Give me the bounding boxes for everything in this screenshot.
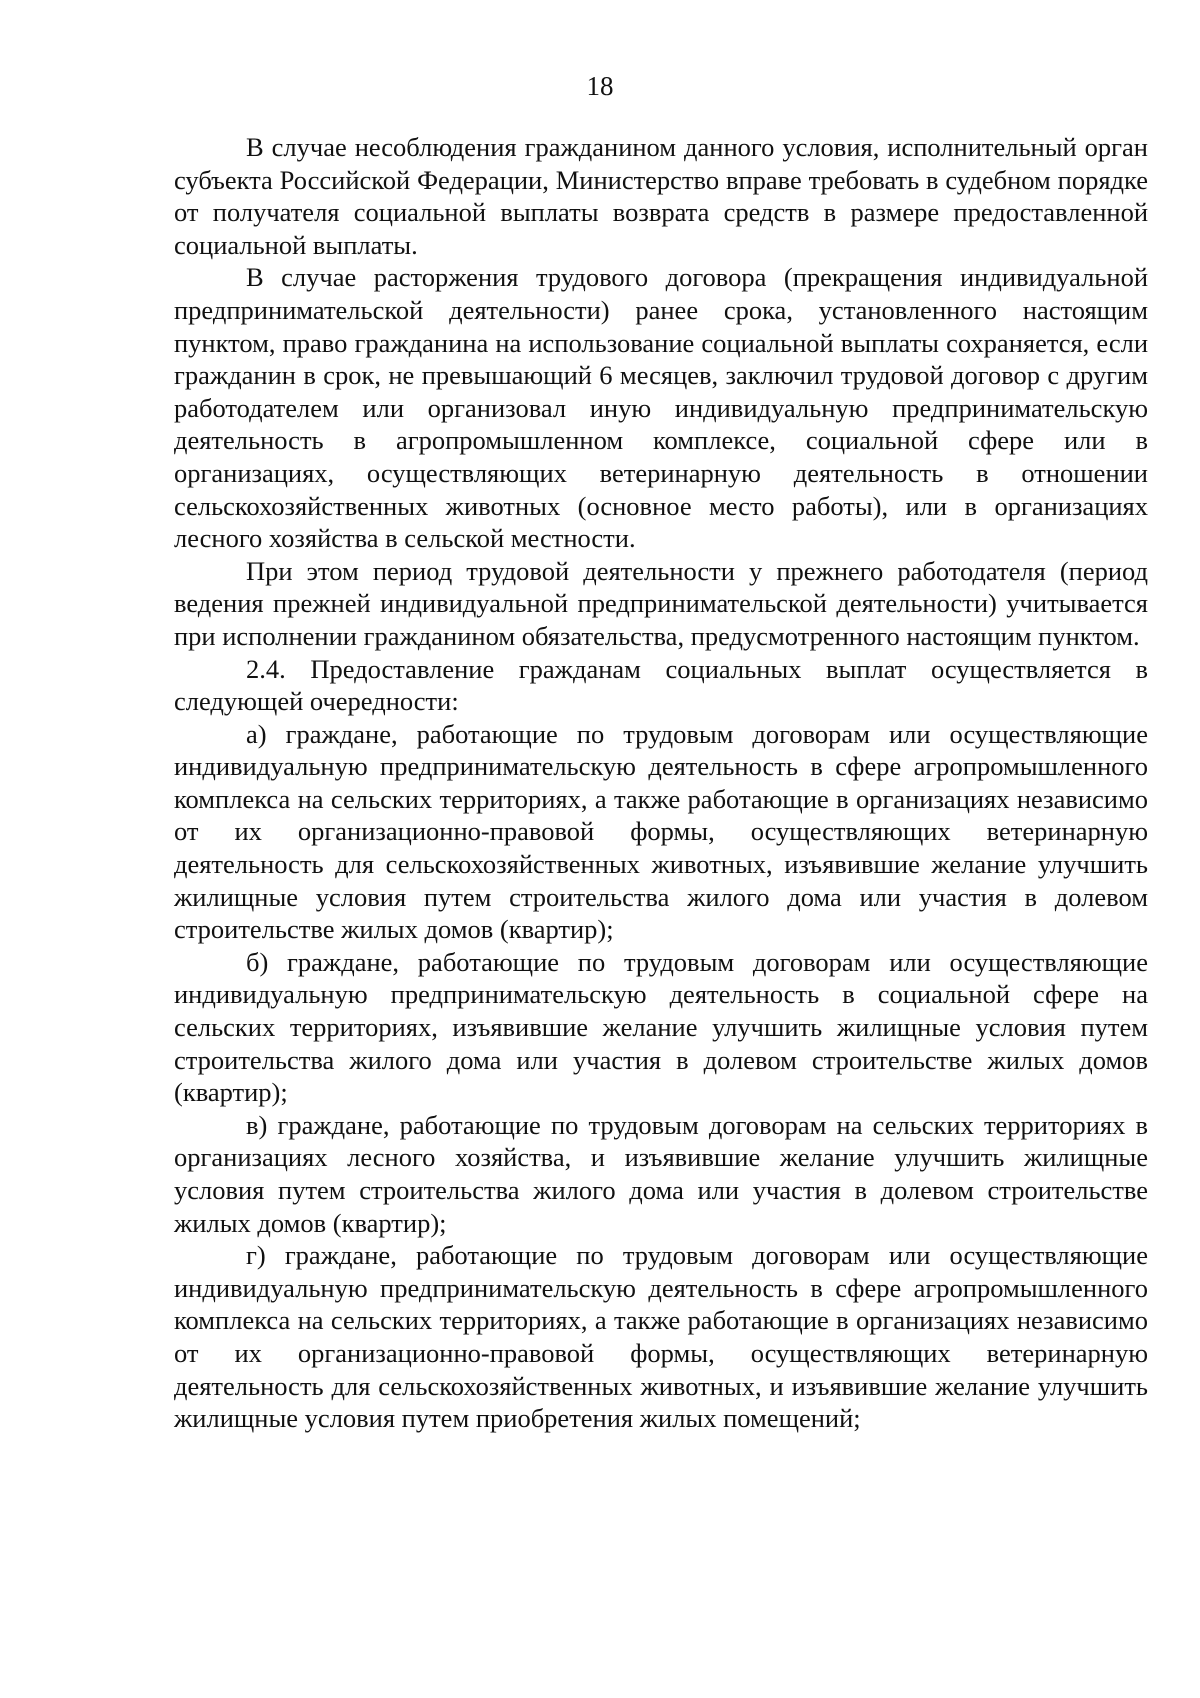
list-item-g: г) граждане, работающие по трудовым договорам или осуществляющие индивидуальную предпринимательскую деятельность в сфере агропромышленного комплекса на сельских территориях, а также работающие в организациях независимо от их организационно-правовой формы, осуществляющих ветеринарную деятельность для сельскохозяйственных животных, и изъявившие желание улучшить жилищные условия путем приобретения жилых помещений; [174,1240,1148,1434]
list-item-a: а) граждане, работающие по трудовым договорам или осуществляющие индивидуальную предпринимательскую деятельность в сфере агропромышленного комплекса на сельских территориях, а также работающие в организациях независимо от их организационно-правовой формы, осуществляющих ветеринарную деятельность для сельскохозяйственных животных, изъявившие желание улучшить жилищные условия путем строительства жилого дома или участия в долевом строительстве жилых домов (квартир); [174,718,1148,945]
list-item-b: б) граждане, работающие по трудовым договорам или осуществляющие индивидуальную предпринимательскую деятельность в социальной сфере на сельских территориях, изъявившие желание улучшить жилищные условия путем строительства жилого дома или участия в долевом строительстве жилых домов (квартир); [174,946,1148,1108]
page-number: 18 [586,71,614,101]
document-body [174,131,1148,1435]
paragraph-section-2-4: 2.4. Предоставление гражданам социальных выплат осуществляется в следующей очередности: [174,653,1148,717]
paragraph-contract-termination: В случае расторжения трудового договора (прекращения индивидуальной предпринимательской деятельности) ранее срока, установленного настоящим пунктом, право гражданина на использование социальной выплаты сохраняется, если гражданин в срок, не превышающий 6 месяцев, заключил трудовой договор с другим работодателем или организовал иную индивидуальную предпринимательскую деятельность в агропромышленном комплексе, социальной сфере или в организациях, осуществляющих ветеринарную деятельность в отношении сельскохозяйственных животных (основное место работы), или в организациях лесного хозяйства в сельской местности. [174,262,1148,554]
paragraph-previous-employment: При этом период трудовой деятельности у прежнего работодателя (период ведения прежней индивидуальной предпринимательской деятельности) учитывается при исполнении гражданином обязательства, предусмотренного настоящим пунктом. [174,555,1148,651]
paragraph-repayment-condition: В случае несоблюдения гражданином данного условия, исполнительный орган субъекта Российской Федерации, Министерство вправе требовать в судебном порядке от получателя социальной выплаты возврата средств в размере предоставленной социальной выплаты. [174,132,1148,260]
list-item-v: в) граждане, работающие по трудовым договорам на сельских территориях в организациях лесного хозяйства, и изъявившие желание улучшить жилищные условия путем строительства жилого дома или участия в долевом строительстве жилых домов (квартир); [174,1109,1148,1238]
